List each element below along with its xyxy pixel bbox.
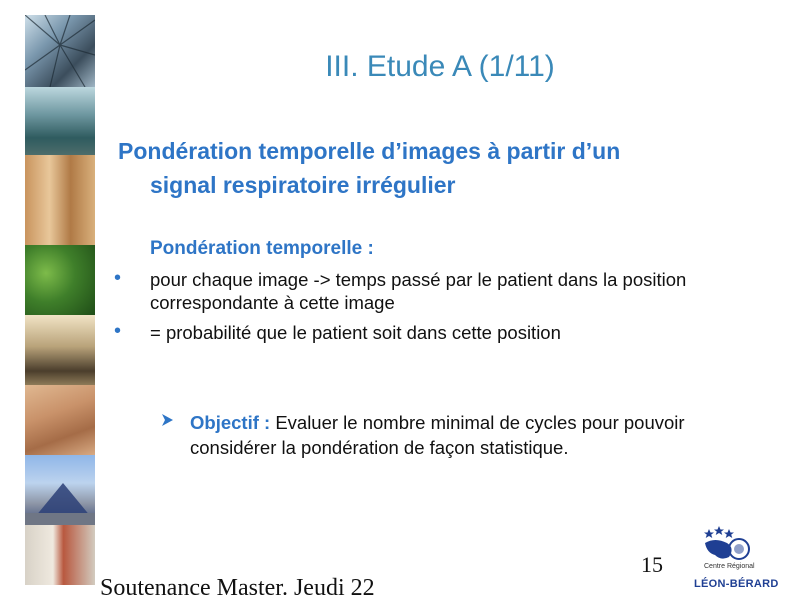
photo-foliage xyxy=(25,245,95,315)
photo-glass-roof xyxy=(25,15,95,87)
slide-heading xyxy=(118,134,738,202)
photo-sculpture xyxy=(25,155,95,245)
subheading: Pondération temporelle : xyxy=(150,238,374,259)
bullet-list xyxy=(112,268,752,351)
bullet-dot-icon: • xyxy=(114,267,122,289)
list-item xyxy=(112,321,752,344)
photo-corridor xyxy=(25,525,95,585)
heading-line-1: Pondération temporelle d’images à partir d’un xyxy=(118,138,621,164)
pyramid-shape xyxy=(25,455,95,525)
slide-title: III. Etude A (1/11) xyxy=(325,50,555,83)
photo-pyramid xyxy=(25,455,95,525)
list-item xyxy=(112,268,752,314)
logo-caption: Centre Régional xyxy=(704,563,755,570)
bullet-text: pour chaque image -> temps passé par le patient dans la position correspondante à cette image xyxy=(150,269,687,313)
page-number: 15 xyxy=(641,552,663,577)
arrow-right-icon xyxy=(160,413,174,427)
objective-text: Evaluer le nombre minimal de cycles pour pouvoir considérer la pondération de façon statistique. xyxy=(190,412,685,458)
logo-name: LÉON-BÉRARD xyxy=(694,578,779,590)
footer-text: Soutenance Master. Jeudi 22 xyxy=(100,575,375,601)
photo-strip xyxy=(25,15,95,585)
photo-hall xyxy=(25,87,95,155)
heading-line-2: signal respiratoire irrégulier xyxy=(150,172,456,198)
objective-block xyxy=(160,410,760,460)
bullet-text: = probabilité que le patient soit dans cette position xyxy=(150,322,561,343)
bullet-dot-icon: • xyxy=(114,320,122,342)
objective-label: Objectif : xyxy=(190,412,271,433)
glass-roof-lines xyxy=(25,15,95,87)
photo-lounge xyxy=(25,315,95,385)
photo-relief xyxy=(25,385,95,455)
